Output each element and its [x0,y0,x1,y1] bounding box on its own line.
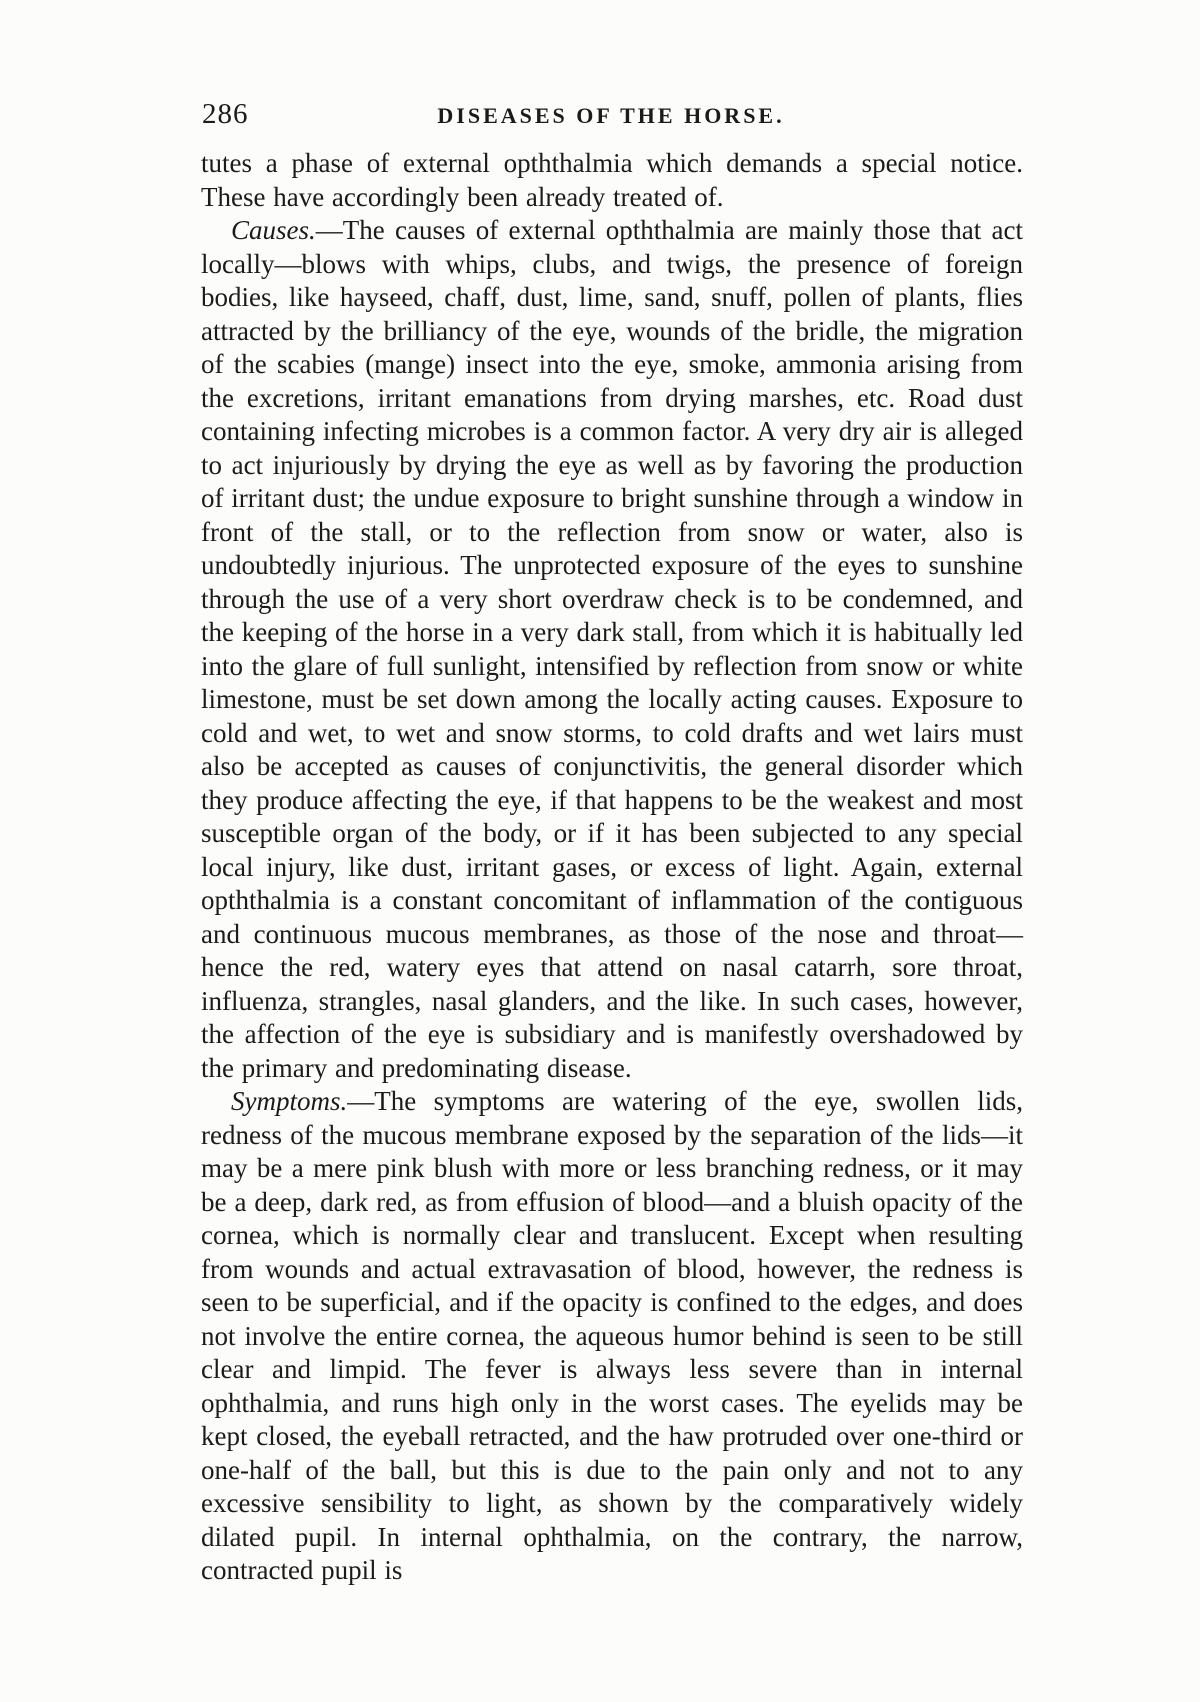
paragraph-continuation [201,147,1023,214]
page-header [200,98,1022,134]
paragraph-text: —The causes of external opththalmia are mainly those that act locally—blows with whips, clubs, and twigs, the presence of foreign bodies, like hayseed, chaff, dust, lime, sand, snuff, pollen of plants, flies attracted by the brilliancy of the eye, wounds of the bridle, the migration of the scabies (mange) insect into the eye, smoke, ammonia arising from the excretions, irritant emanations from drying marshes, etc. Road dust containing infecting microbes is a common factor. A very dry air is alleged to act injuriously by drying the eye as well as by favoring the production of irritant dust; the undue exposure to bright sunshine through a window in front of the stall, or to the reflection from snow or water, also is undoubtedly injurious. The unprotected exposure of the eyes to sunshine through the use of a very short overdraw check is to be condemned, and the keeping of the horse in a very dark stall, from which it is habitually led into the glare of full sunlight, intensified by reflection from snow or white limestone, must be set down among the locally acting causes. Exposure to cold and wet, to wet and snow storms, to cold drafts and wet lairs must also be accepted as causes of conjunctivitis, the general disorder which they produce affecting the eye, if that happens to be the weakest and most susceptible organ of the body, or if it has been subjected to any special local injury, like dust, irritant gases, or excess of light. Again, external opththalmia is a constant concomitant of inflammation of the contiguous and continuous mucous membranes, as those of the nose and throat—hence the red, watery eyes that attend on nasal catarrh, sore throat, influenza, strangles, nasal glanders, and the like. In such cases, however, the affection of the eye is subsidiary and is manifestly overshadowed by the primary and predominating disease. [201,215,1023,1083]
paragraph-text: tutes a phase of external opththalmia which demands a special notice. These have accordingly been already treated of. [201,148,1023,212]
paragraph-lead-symptoms: Symptoms. [231,1086,348,1116]
paragraph-causes [201,214,1023,1085]
page-body [201,147,1023,1588]
paragraph-text: —The symptoms are watering of the eye, swollen lids, redness of the mucous membrane exposed by the separation of the lids—it may be a mere pink blush with more or less branching redness, or it may be a deep, dark red, as from effusion of blood—and a bluish opacity of the cornea, which is normally clear and translucent. Except when resulting from wounds and actual extravasation of blood, however, the redness is seen to be superficial, and if the opacity is confined to the edges, and does not involve the entire cornea, the aqueous humor behind is seen to be still clear and limpid. The fever is always less severe than in internal ophthalmia, and runs high only in the worst cases. The eyelids may be kept closed, the eyeball retracted, and the haw protruded over one-third or one-half of the ball, but this is due to the pain only and not to any excessive sensibility to light, as shown by the comparatively widely dilated pupil. In internal ophthalmia, on the contrary, the narrow, contracted pupil is [201,1086,1023,1585]
paragraph-symptoms [201,1085,1023,1588]
page-number: 286 [202,98,249,130]
running-title: DISEASES OF THE HORSE. [437,103,785,128]
paragraph-lead-causes: Causes. [231,215,316,245]
